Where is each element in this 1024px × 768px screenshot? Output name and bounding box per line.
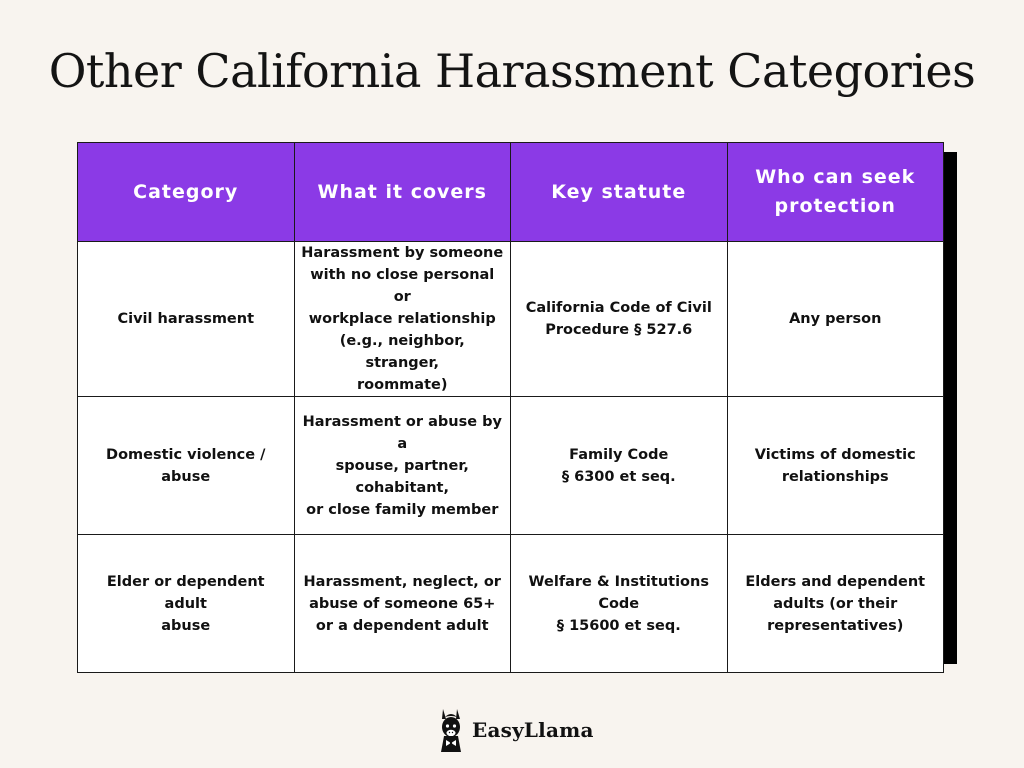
cell-what-it-covers: Harassment by someone with no close personal or workplace relationship (e.g., neighbor, stranger, roommate) bbox=[294, 242, 511, 397]
cell-who-can-seek: Elders and dependent adults (or their representatives) bbox=[727, 535, 944, 673]
cell-who-can-seek: Any person bbox=[727, 242, 944, 397]
cell-category: Domestic violence / abuse bbox=[78, 397, 295, 535]
cell-what-it-covers: Harassment or abuse by a spouse, partner, cohabitant, or close family member bbox=[294, 397, 511, 535]
cell-what-it-covers: Harassment, neglect, or abuse of someone 65+ or a dependent adult bbox=[294, 535, 511, 673]
table-row bbox=[78, 397, 944, 535]
table-row bbox=[78, 242, 944, 397]
llama-logo-icon bbox=[436, 707, 466, 753]
cell-who-can-seek: Victims of domestic relationships bbox=[727, 397, 944, 535]
cell-key-statute: California Code of Civil Procedure § 527.6 bbox=[511, 242, 728, 397]
page-title: Other California Harassment Categories bbox=[48, 44, 976, 98]
brand-name: EasyLlama bbox=[472, 718, 594, 742]
header-who-can-seek-protection: Who can seek protection bbox=[727, 143, 944, 242]
table-row bbox=[78, 535, 944, 673]
header-key-statute: Key statute bbox=[511, 143, 728, 242]
brand-logo bbox=[436, 706, 594, 754]
cell-key-statute: Welfare & Institutions Code § 15600 et seq. bbox=[511, 535, 728, 673]
cell-key-statute: Family Code § 6300 et seq. bbox=[511, 397, 728, 535]
header-what-it-covers: What it covers bbox=[294, 143, 511, 242]
cell-category: Civil harassment bbox=[78, 242, 295, 397]
header-row bbox=[78, 143, 944, 242]
categories-table-container bbox=[77, 142, 944, 654]
header-category: Category bbox=[78, 143, 295, 242]
categories-table bbox=[77, 142, 944, 673]
cell-category: Elder or dependent adult abuse bbox=[78, 535, 295, 673]
